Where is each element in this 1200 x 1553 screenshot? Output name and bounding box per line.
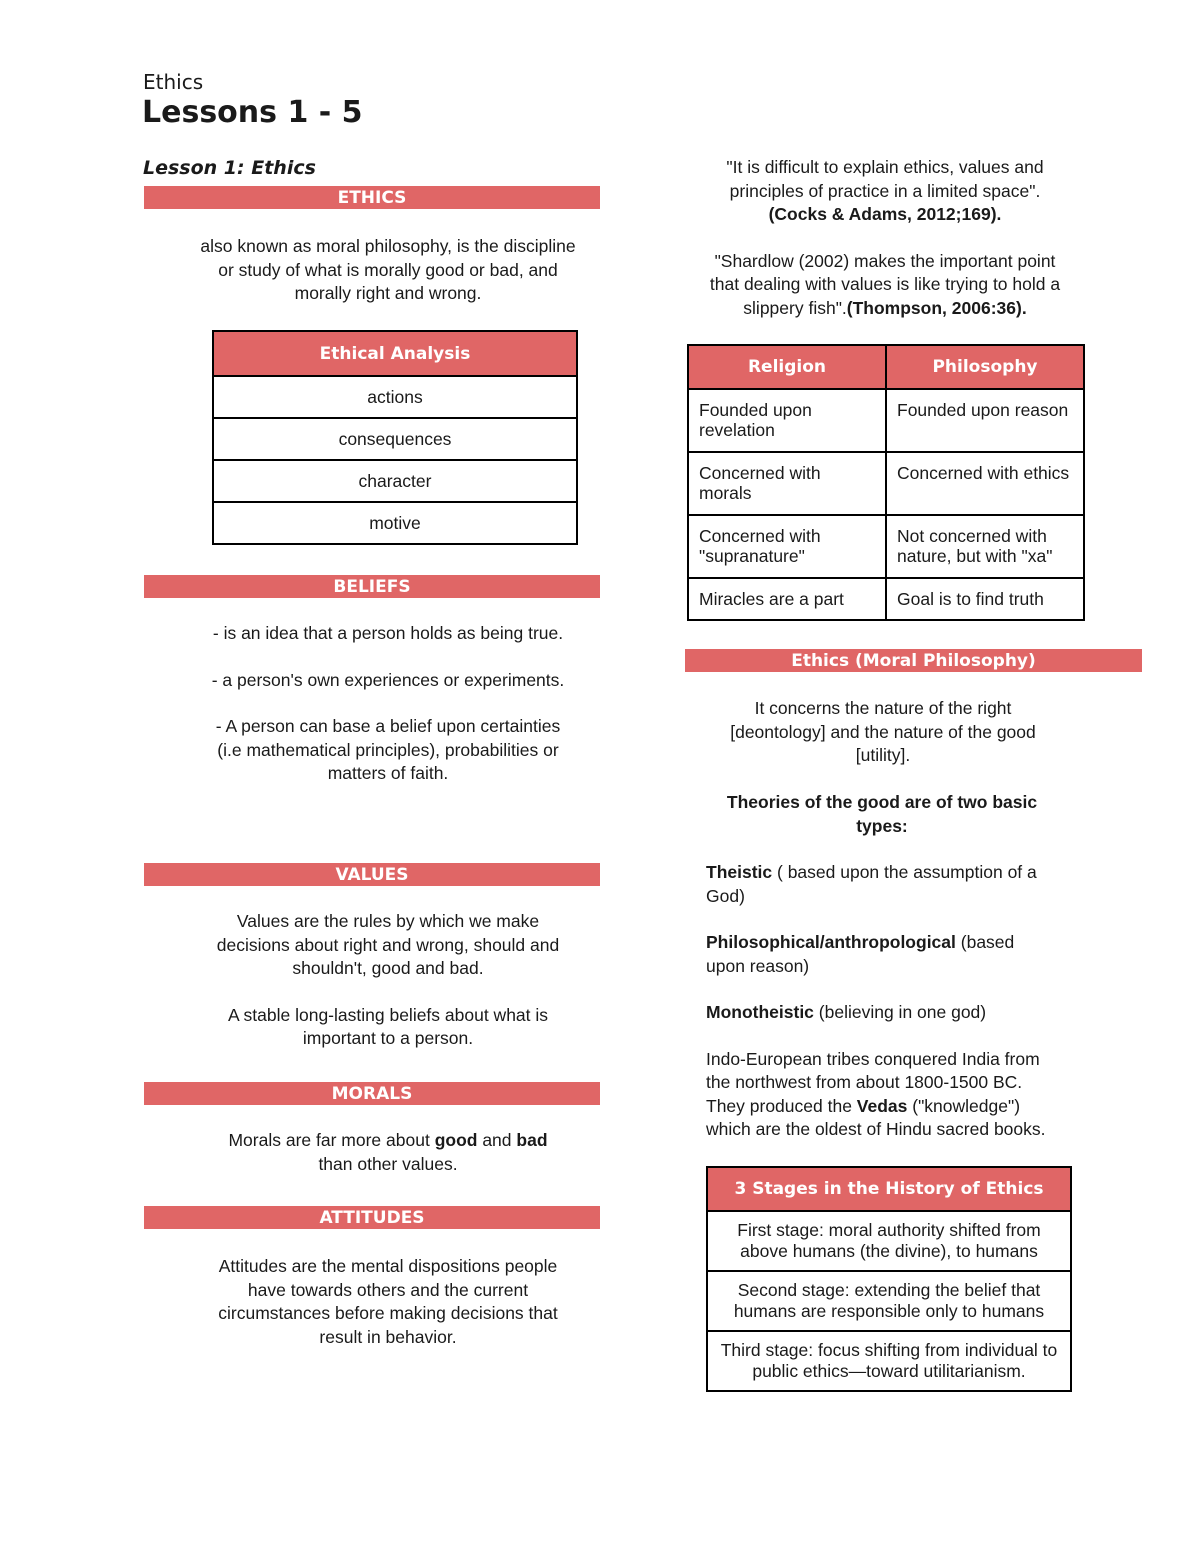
religion-header: Religion bbox=[688, 345, 886, 389]
theories-heading: Theories of the good are of two basic types: bbox=[726, 792, 1038, 836]
analysis-item: actions bbox=[213, 376, 577, 418]
stage-item: Second stage: extending the belief that humans are responsible only to humans bbox=[707, 1271, 1071, 1331]
philosophical-term: Philosophical/anthropological bbox=[706, 932, 956, 952]
beliefs-point: - a person's own experiences or experiments. bbox=[211, 669, 565, 690]
page-title: Lessons 1 - 5 bbox=[142, 95, 363, 130]
stages-header: 3 Stages in the History of Ethics bbox=[707, 1167, 1071, 1211]
morals-good: good bbox=[434, 1130, 478, 1150]
lesson-heading: Lesson 1: Ethics bbox=[143, 157, 316, 179]
theory-types bbox=[706, 861, 1056, 1165]
quote-2-text: "Shardlow (2002) makes the important point that dealing with values is like trying to hold a slippery fish". bbox=[709, 250, 1061, 318]
monotheistic-item bbox=[706, 1001, 1056, 1025]
beliefs-section-bar: BELIEFS bbox=[144, 575, 600, 598]
beliefs-point: - is an idea that a person holds as being true. bbox=[212, 623, 564, 643]
analysis-item: motive bbox=[213, 502, 577, 544]
table-cell: Concerned with morals bbox=[688, 452, 886, 515]
table-cell: Concerned with ethics bbox=[886, 452, 1084, 515]
moral-philosophy-intro: It concerns the nature of the right [deontology] and the nature of the good [utility]. bbox=[730, 698, 1036, 765]
philosophical-item bbox=[706, 931, 1056, 978]
quote-1-citation: (Cocks & Adams, 2012;169). bbox=[768, 204, 1002, 224]
philosophical-text: (based upon reason) bbox=[706, 932, 1015, 976]
theistic-item bbox=[706, 861, 1056, 908]
morals-text bbox=[206, 1129, 570, 1176]
analysis-item: consequences bbox=[213, 418, 577, 460]
beliefs-text bbox=[206, 622, 570, 809]
quote-1: "It is difficult to explain ethics, values and principles of practice in a limited space". bbox=[726, 157, 1044, 201]
values-text bbox=[206, 910, 570, 1074]
table-cell: Founded upon revelation bbox=[688, 389, 886, 452]
quote-block bbox=[700, 156, 1070, 320]
philosophy-header: Philosophy bbox=[886, 345, 1084, 389]
quote-2 bbox=[700, 250, 1070, 321]
quote-2-citation: (Thompson, 2006:36). bbox=[846, 297, 1027, 318]
ethics-section-bar: ETHICS bbox=[144, 186, 600, 209]
morals-bad: bad bbox=[516, 1130, 548, 1150]
table-cell: Miracles are a part bbox=[688, 578, 886, 620]
course-label: Ethics bbox=[143, 70, 204, 94]
values-paragraph: Values are the rules by which we make decisions about right and wrong, should and shouldn't, good and bad. bbox=[216, 911, 560, 978]
theistic-text: ( based upon the assumption of a God) bbox=[706, 862, 1037, 906]
table-cell: Goal is to find truth bbox=[886, 578, 1084, 620]
moral-philosophy-bar: Ethics (Moral Philosophy) bbox=[685, 649, 1142, 672]
vedas-term: Vedas bbox=[856, 1095, 908, 1116]
morals-text-2: and bbox=[477, 1130, 517, 1150]
table-cell: Concerned with "supranature" bbox=[688, 515, 886, 578]
ethical-analysis-table bbox=[212, 330, 578, 545]
stage-item: First stage: moral authority shifted from above humans (the divine), to humans bbox=[707, 1211, 1071, 1271]
indo-text-1: Indo-European tribes conquered India from the northwest from about 1800-1500 BC. They produced the bbox=[706, 1048, 1040, 1116]
ethical-analysis-header: Ethical Analysis bbox=[213, 331, 577, 376]
indo-european-paragraph bbox=[706, 1048, 1056, 1142]
theistic-term: Theistic bbox=[706, 862, 773, 882]
morals-section-bar: MORALS bbox=[144, 1082, 600, 1105]
attitudes-text: Attitudes are the mental dispositions people have towards others and the current circumstances before making decisions that result in behavior. bbox=[218, 1256, 558, 1347]
attitudes-section-bar: ATTITUDES bbox=[144, 1206, 600, 1229]
stage-item: Third stage: focus shifting from individual to public ethics—toward utilitarianism. bbox=[707, 1331, 1071, 1391]
values-section-bar: VALUES bbox=[144, 863, 600, 886]
values-paragraph: A stable long-lasting beliefs about what is important to a person. bbox=[227, 1004, 549, 1048]
monotheistic-term: Monotheistic bbox=[706, 1002, 814, 1022]
morals-text-3: than other values. bbox=[318, 1153, 458, 1174]
religion-philosophy-table bbox=[687, 344, 1085, 621]
ethics-definition: also known as moral philosophy, is the discipline or study of what is morally good or bad, and morally right and wrong. bbox=[200, 236, 576, 303]
analysis-item: character bbox=[213, 460, 577, 502]
table-cell: Not concerned with nature, but with "xa" bbox=[886, 515, 1084, 578]
morals-text-1: Morals are far more about bbox=[228, 1130, 435, 1150]
table-cell: Founded upon reason bbox=[886, 389, 1084, 452]
indo-text-2: ("knowledge") which are the oldest of Hindu sacred books. bbox=[706, 1095, 1046, 1139]
history-stages-table bbox=[706, 1166, 1072, 1392]
beliefs-point: - A person can base a belief upon certainties (i.e mathematical principles), probabilities or matters of faith. bbox=[215, 716, 561, 783]
monotheistic-text: (believing in one god) bbox=[813, 1002, 987, 1022]
